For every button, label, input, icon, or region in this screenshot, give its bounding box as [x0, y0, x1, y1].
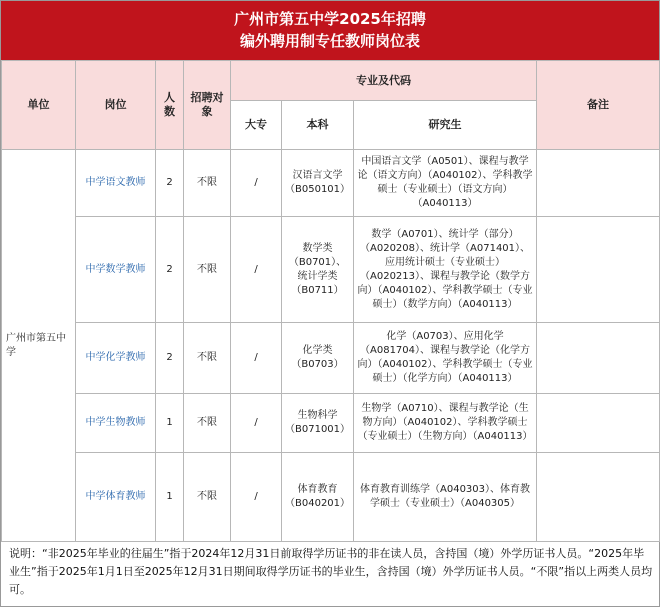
post-target: 不限	[184, 394, 231, 453]
post-count: 2	[156, 150, 184, 217]
post-target: 不限	[184, 453, 231, 542]
header-college: 大专	[231, 101, 282, 150]
post-target: 不限	[184, 217, 231, 323]
post-count: 2	[156, 217, 184, 323]
post-count: 1	[156, 453, 184, 542]
college-major: /	[231, 453, 282, 542]
graduate-major: 数学（A0701）、统计学（部分）（A020208）、统计学（A071401）、应用统计硕士（专业硕士）（A020213）、课程与教学论（数学方向）（A040102）、学科教学硕士（专业硕士）（数学方向）（A040113）	[354, 217, 537, 323]
remarks-cell	[537, 394, 660, 453]
remarks-cell	[537, 323, 660, 394]
college-major: /	[231, 394, 282, 453]
remarks-cell	[537, 453, 660, 542]
header-remarks: 备注	[537, 61, 660, 150]
graduate-major: 生物学（A0710）、课程与教学论（生物方向）（A040102）、学科教学硕士（专业硕士）（生物方向）（A040113）	[354, 394, 537, 453]
header-count: 人数	[156, 61, 184, 150]
graduate-major: 中国语言文学（A0501）、课程与教学论（语文方向）（A040102）、学科教学硕士（专业硕士）（语文方向）（A040113）	[354, 150, 537, 217]
header-major-group: 专业及代码	[231, 61, 537, 101]
bachelor-major: 体育教育（B040201）	[282, 453, 354, 542]
unit-name: 广州市第五中学	[2, 150, 76, 542]
positions-table	[1, 60, 660, 542]
bachelor-major: 生物科学（B071001）	[282, 394, 354, 453]
post-name: 中学体育教师	[76, 453, 156, 542]
table-row	[2, 323, 660, 394]
header-unit: 单位	[2, 61, 76, 150]
remarks-cell	[537, 150, 660, 217]
header-graduate: 研究生	[354, 101, 537, 150]
bachelor-major: 汉语言文学（B050101）	[282, 150, 354, 217]
table-row	[2, 150, 660, 217]
table-row	[2, 394, 660, 453]
remarks-cell	[537, 217, 660, 323]
bachelor-major: 化学类（B0703）	[282, 323, 354, 394]
title-line-1: 广州市第五中学2025年招聘	[234, 10, 426, 28]
college-major: /	[231, 150, 282, 217]
footnote: 说明：“非2025年毕业的往届生”指于2024年12月31日前取得学历证书的非在读人员，含持国（境）外学历证书人员。“2025年毕业生”指于2025年1月1日至2025年12月31日期间取得学历证书的毕业生，含持国（境）外学历证书人员。“不限”指以上两类人员均可。	[1, 541, 659, 606]
graduate-major: 化学（A0703）、应用化学（A081704）、课程与教学论（化学方向）（A040102）、学科教学硕士（专业硕士）（化学方向）（A040113）	[354, 323, 537, 394]
post-count: 1	[156, 394, 184, 453]
header-target: 招聘对象	[184, 61, 231, 150]
post-name: 中学生物教师	[76, 394, 156, 453]
bachelor-major: 数学类（B0701）、统计学类（B0711）	[282, 217, 354, 323]
table-title	[1, 1, 659, 60]
post-target: 不限	[184, 150, 231, 217]
post-count: 2	[156, 323, 184, 394]
college-major: /	[231, 323, 282, 394]
table-row	[2, 453, 660, 542]
post-name: 中学化学教师	[76, 323, 156, 394]
graduate-major: 体育教育训练学（A040303）、体育教学硕士（专业硕士）（A040305）	[354, 453, 537, 542]
table-row	[2, 217, 660, 323]
post-target: 不限	[184, 323, 231, 394]
header-bachelor: 本科	[282, 101, 354, 150]
post-name: 中学语文教师	[76, 150, 156, 217]
title-line-2: 编外聘用制专任教师岗位表	[239, 32, 420, 50]
post-name: 中学数学教师	[76, 217, 156, 323]
college-major: /	[231, 217, 282, 323]
header-post: 岗位	[76, 61, 156, 150]
